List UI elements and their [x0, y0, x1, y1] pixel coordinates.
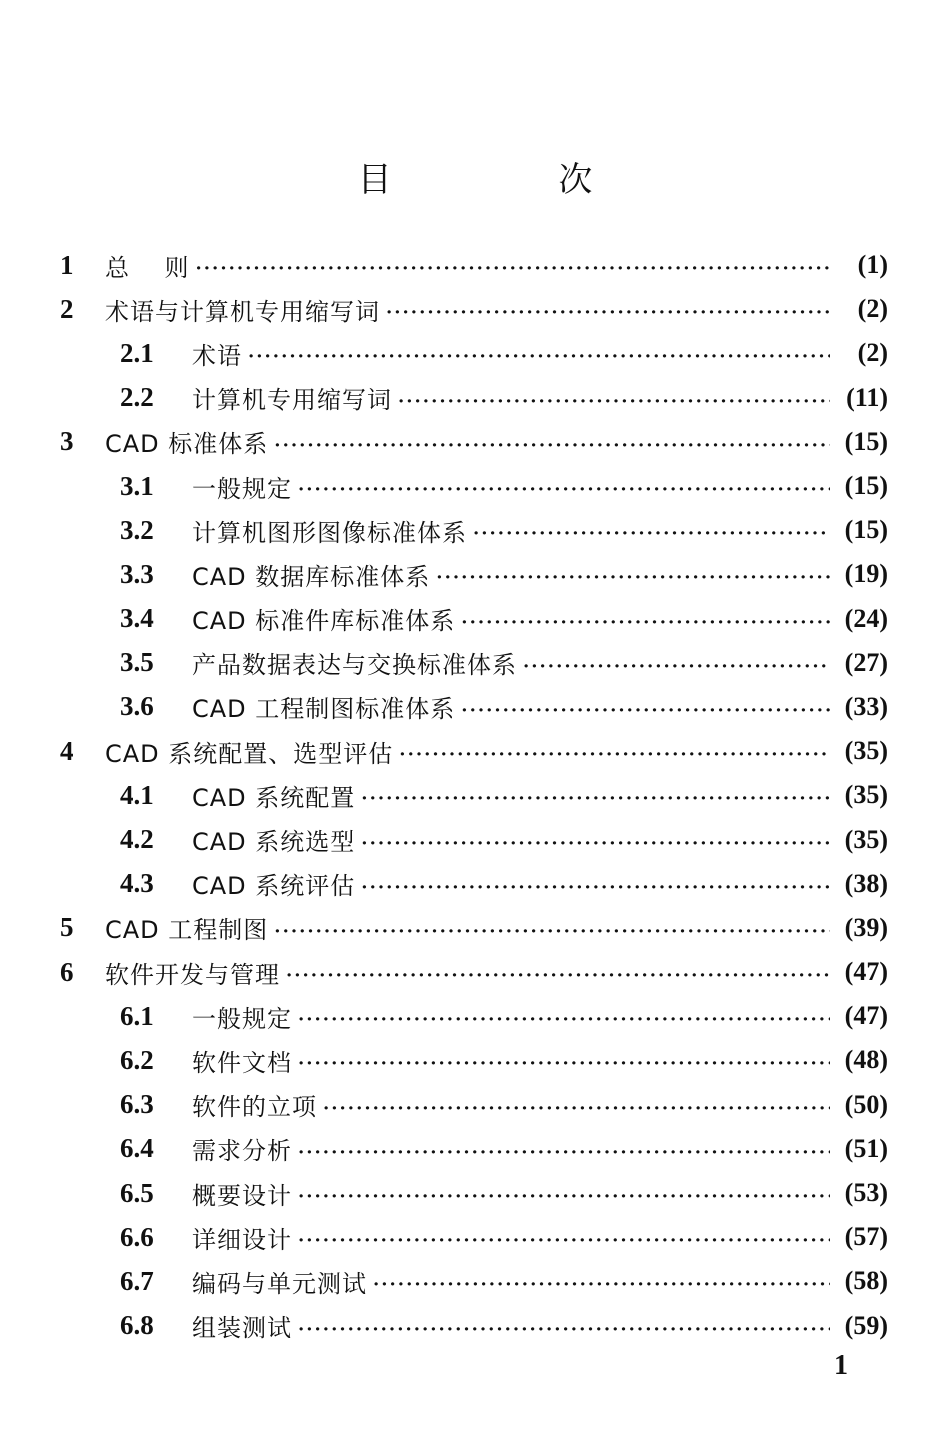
toc-entry-label: 软件的立项	[192, 1093, 317, 1122]
toc-dot-leader	[298, 1055, 830, 1073]
toc-entry	[60, 1038, 888, 1082]
toc-entry-label: 一般规定	[192, 1004, 292, 1033]
toc-entry	[60, 420, 888, 464]
toc-entry	[60, 773, 888, 817]
toc-entry-number: 4.3	[120, 868, 154, 899]
toc-entry-number: 4.2	[120, 824, 154, 855]
toc-dot-leader	[361, 879, 830, 897]
toc-entry-page: (24)	[844, 603, 888, 633]
toc-entry-label: CAD 标准件库标准体系	[192, 607, 456, 636]
toc-entry-label: CAD 系统评估	[192, 872, 356, 901]
toc-entry-page: (47)	[844, 1001, 888, 1031]
toc-dot-leader	[196, 260, 830, 278]
toc-entry	[60, 817, 888, 861]
toc-entry-label: 详细设计	[192, 1225, 292, 1254]
toc-entry	[60, 1083, 888, 1127]
toc-entry-label: 一般规定	[192, 474, 292, 503]
toc-entry-label: 概要设计	[192, 1181, 292, 1210]
toc-entry-number: 4	[60, 735, 74, 766]
toc-entry-label: 组装测试	[192, 1314, 292, 1343]
toc-dot-leader	[373, 1276, 830, 1294]
toc-entry-page: (47)	[844, 957, 888, 987]
toc-entry	[60, 1304, 888, 1348]
toc-entry	[60, 597, 888, 641]
toc-entry-page: (1)	[857, 250, 888, 280]
toc-entry-page: (35)	[844, 780, 888, 810]
toc-entry-number: 3.4	[120, 603, 154, 634]
toc-entry-number: 6.3	[120, 1089, 154, 1120]
toc-entry-page: (33)	[844, 691, 888, 721]
toc-entry-label: 总 则	[105, 253, 190, 282]
toc-entry	[60, 862, 888, 906]
toc-entry-number: 6.2	[120, 1044, 154, 1075]
toc-entry	[60, 1127, 888, 1171]
toc-dot-leader	[286, 967, 830, 985]
page-number: 1	[834, 1350, 848, 1381]
toc-entry	[60, 331, 888, 375]
toc-title: 目 次	[357, 160, 671, 200]
toc-dot-leader	[298, 1321, 830, 1339]
toc-dot-leader	[274, 437, 830, 455]
toc-entry-page: (38)	[844, 868, 888, 898]
toc-dot-leader	[398, 393, 830, 411]
toc-entry-number: 3.3	[120, 558, 154, 589]
toc-dot-leader	[298, 481, 830, 499]
toc-entry-page: (39)	[844, 912, 888, 942]
toc-entry-number: 6.1	[120, 1000, 154, 1031]
toc-entry	[60, 1171, 888, 1215]
toc-entry-page: (48)	[844, 1045, 888, 1075]
toc-dot-leader	[298, 1188, 830, 1206]
toc-entry-number: 6.7	[120, 1265, 154, 1296]
toc-entry-page: (2)	[857, 338, 888, 368]
toc-entry	[60, 287, 888, 331]
toc-entry	[60, 685, 888, 729]
toc-entry-number: 3.5	[120, 647, 154, 678]
toc-entry-number: 6	[60, 956, 74, 987]
toc-entry-number: 3.1	[120, 470, 154, 501]
toc-dot-leader	[361, 790, 830, 808]
toc-entry-page: (51)	[844, 1133, 888, 1163]
toc-entry-page: (19)	[844, 559, 888, 589]
toc-entry-label: 软件文档	[192, 1048, 292, 1077]
toc-dot-leader	[323, 1100, 830, 1118]
toc-entry-page: (57)	[844, 1222, 888, 1252]
toc-entry	[60, 464, 888, 508]
toc-dot-leader	[298, 1011, 830, 1029]
toc-entry-page: (53)	[844, 1178, 888, 1208]
toc-entry	[60, 552, 888, 596]
toc-entry	[60, 243, 888, 287]
toc-dot-leader	[298, 1232, 830, 1250]
toc-entry-number: 4.1	[120, 779, 154, 810]
toc-entry-label: 编码与单元测试	[192, 1269, 367, 1298]
toc-entry	[60, 906, 888, 950]
toc-entry-page: (2)	[857, 294, 888, 324]
toc-entry	[60, 1259, 888, 1303]
toc-entry-label: CAD 标准体系	[105, 430, 269, 459]
toc-entry-label: CAD 工程制图标准体系	[192, 695, 456, 724]
toc-entry-label: CAD 系统配置	[192, 783, 356, 812]
toc-dot-leader	[248, 348, 830, 366]
toc-entry	[60, 729, 888, 773]
toc-dot-leader	[399, 746, 830, 764]
toc-dot-leader	[461, 614, 830, 632]
toc-list	[60, 243, 888, 1348]
toc-entry-number: 6.4	[120, 1133, 154, 1164]
toc-entry-label: CAD 系统配置、选型评估	[105, 739, 394, 768]
toc-entry-page: (35)	[844, 736, 888, 766]
toc-entry	[60, 376, 888, 420]
toc-dot-leader	[461, 702, 830, 720]
toc-entry-page: (27)	[844, 647, 888, 677]
toc-entry-label: CAD 工程制图	[105, 916, 269, 945]
toc-entry-page: (58)	[844, 1266, 888, 1296]
toc-entry-page: (35)	[844, 824, 888, 854]
toc-entry-number: 6.5	[120, 1177, 154, 1208]
toc-entry-label: 计算机图形图像标准体系	[192, 518, 467, 547]
toc-entry-number: 6.8	[120, 1310, 154, 1341]
toc-entry-number: 3.6	[120, 691, 154, 722]
toc-entry-number: 2.1	[120, 337, 154, 368]
toc-dot-leader	[386, 304, 830, 322]
toc-entry-page: (59)	[844, 1310, 888, 1340]
toc-dot-leader	[523, 658, 830, 676]
toc-entry-page: (11)	[846, 382, 888, 412]
toc-entry-number: 2	[60, 293, 74, 324]
toc-entry-page: (50)	[844, 1089, 888, 1119]
toc-entry-number: 6.6	[120, 1221, 154, 1252]
toc-entry-label: 术语与计算机专用缩写词	[105, 297, 380, 326]
toc-dot-leader	[274, 923, 830, 941]
toc-dot-leader	[473, 525, 830, 543]
toc-entry-label: CAD 系统选型	[192, 828, 356, 857]
toc-entry-number: 5	[60, 912, 74, 943]
toc-entry-page: (15)	[844, 471, 888, 501]
toc-entry-page: (15)	[844, 515, 888, 545]
toc-entry-label: 计算机专用缩写词	[192, 386, 392, 415]
toc-entry	[60, 641, 888, 685]
toc-entry-number: 2.2	[120, 382, 154, 413]
toc-dot-leader	[436, 569, 830, 587]
toc-entry-label: CAD 数据库标准体系	[192, 562, 431, 591]
toc-dot-leader	[298, 1144, 830, 1162]
toc-entry	[60, 508, 888, 552]
toc-entry	[60, 950, 888, 994]
toc-entry-number: 1	[60, 249, 74, 280]
toc-entry-page: (15)	[844, 426, 888, 456]
toc-entry	[60, 994, 888, 1038]
toc-entry-number: 3	[60, 426, 74, 457]
toc-entry	[60, 1215, 888, 1259]
toc-entry-label: 需求分析	[192, 1137, 292, 1166]
toc-entry-number: 3.2	[120, 514, 154, 545]
toc-entry-label: 产品数据表达与交换标准体系	[192, 651, 517, 680]
toc-entry-label: 软件开发与管理	[105, 960, 280, 989]
toc-entry-label: 术语	[192, 341, 242, 370]
toc-dot-leader	[361, 835, 830, 853]
